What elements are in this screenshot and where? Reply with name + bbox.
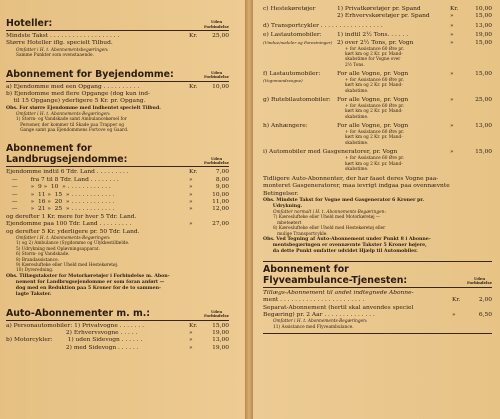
note-line: 11) Assistance med Flyveambulance. (273, 324, 354, 330)
note-heading: Omfatter normalt i H. t. Abonnements-Begæringen: (273, 209, 386, 215)
price-row: a) Personautomobiler: 1) Privatvogne . . . . . . . Kr. 15,00 (6, 322, 229, 329)
assistance-note: skabstime. (345, 166, 369, 172)
price-row: 2) Erhvervsvogne . . . . . » 19,00 (6, 329, 229, 336)
assistance-note: skabstime. (345, 140, 369, 146)
section-auto (6, 308, 229, 353)
section-title: Abonnement for (263, 263, 349, 275)
section-hoteller (6, 18, 229, 59)
obs-note: nement for Landbrugsejendomme er som foran anført — (6, 279, 165, 285)
note-line: mbeteøtert (273, 220, 302, 226)
assistance-note: kørt km og 2 Kr. pr. Mand- (345, 52, 403, 58)
section-title-line2: Flyveambulance-Tjenesten: (263, 274, 408, 286)
vehicle-row: f) Lastautomobiler: For alle Vogne, pr. Vogn » 15,00 (263, 70, 492, 77)
price-row: og derefter 1 Kr. mere for hver 5 Tdr. Land. (6, 213, 137, 220)
vehicle-row: c) Hestekøretøjer 1) Privatkøretøjer pr. Spand Kr. 10,00 (263, 6, 492, 12)
assistance-note: kørt km og 2 Kr. pr. Mand- (345, 135, 403, 141)
note-line: 7) Kæreslufteke eller Uheld med Motorkøretøj — (273, 215, 381, 221)
assistance-note: kørt km og 2 Kr. pr. Mand- (345, 161, 403, 167)
assistance-note: skabstime. (345, 114, 369, 120)
section-flyveambulance (263, 261, 492, 334)
assistance-note: kørt km og 2 Kr. pr. Mand- (345, 83, 403, 89)
price-row: b) Motorcykler: 1) uden Sidevogn . . . . . . » 13,00 (6, 337, 229, 344)
vehicle-sublabel: (Vognmandsvogne) (263, 78, 303, 84)
paragraph-line: Tidligere Auto-Abonnenter, der har faaet deres Vogne paa- (263, 175, 439, 182)
note-line: 1) og 2) Ambulance (Sygdomme og Ulykkestilfælde. (16, 241, 130, 247)
obs-note: lagte Takster. (6, 291, 52, 297)
uden-forbindelse-label: Uden Forbindelse (204, 19, 229, 29)
divider (6, 320, 229, 321)
obs-note: Obs. Tillægstakster for Motorkøretøjer i Forbindelse m. Abon- (6, 273, 170, 279)
divider (6, 30, 229, 31)
note-heading: Omfatter i H. t. Abonnementsbegæringen: (16, 47, 109, 53)
section-title: Abonnement for (6, 143, 92, 155)
price-row: a) Ejendomme med een Opgang . . . . . . . . . . Kr. 10,00 (6, 83, 229, 90)
section-byejendomme (6, 69, 229, 134)
price-row: — » 9 » 10 » . . . . . . . . . . . . » 9,00 (6, 184, 229, 191)
section-title: Hoteller: (6, 18, 53, 29)
uden-forbindelse-label: Uden Forbindelse (204, 69, 229, 80)
note-line: Samme Punkter som ovenstaaende. (16, 53, 94, 59)
price-row: Ejendomme indtil 6 Tdr. Land . . . . . . . . . Kr. 7,00 (6, 169, 229, 176)
divider (263, 287, 492, 288)
assistance-note: skabstime. (345, 88, 369, 94)
note-line: 8) Brandassistance. (16, 257, 59, 263)
note-line: 5) Udrykning med Opløvningsapparat. (16, 246, 100, 252)
left-page (0, 0, 245, 419)
vehicle-row: i) Automobiler med Gasgeneratorer, pr. Vogn » 15,00 (263, 148, 492, 155)
note-line: 10) Dyreredning. (16, 268, 54, 274)
price-row: Tillægs-Abonnement til andet indtegnede Abonne- (263, 289, 414, 296)
obs-note: Obs. Ved Tegning af Auto-Abonnement under Punkt 8 i Abonne- (263, 236, 431, 242)
right-page (253, 0, 500, 419)
price-row: — » 16 » 20 » . . . . . . . . . . . . » 11,00 (6, 199, 229, 205)
obs-note: Udrykning. (263, 204, 303, 210)
uden-forbindelse-label: Uden Forbindelse (467, 275, 492, 286)
assistance-note: + for Assistance 60 Øre pr. (345, 130, 405, 136)
assistance-note: kørt km og 2 Kr. pr. Mand- (345, 109, 403, 115)
price-row: — fra 7 til 8 Tdr. Land . . . . . . . . » 8,00 (6, 176, 229, 183)
obs-note: mentsbegæringen er ovennævnte Takster 5 Kroner højere, (263, 242, 427, 248)
section-title: Auto-Abonnementer m. m.: (6, 307, 151, 319)
price-row: 2) med Sidevogn . . . . . . » 19,00 (6, 344, 229, 351)
vehicle-row: d) Transportcykler . . . . . . . . . . . . . . . . . » 13,00 (263, 22, 492, 29)
vehicle-row: h) Anhængere: For alle Vogne, pr. Vogn » 13,00 (263, 122, 492, 129)
uden-forbindelse-label: Uden Forbindelse (204, 308, 229, 319)
vehicle-row: e) Lastautomobiler: 1) indtil 2½ Tons. . . . . . » 19,00 (263, 32, 492, 39)
price-row: Separat-Abonnement (hertil skal anvendes speciel (263, 304, 414, 311)
divider (6, 166, 229, 167)
section-title: Abonnement for Byejendomme: (6, 68, 174, 80)
assistance-note: + for Assistance 60 Øre pr. (345, 47, 405, 53)
uden-forbindelse-label: Uden Forbindelse (204, 155, 229, 165)
divider (6, 81, 229, 82)
note-line: 8) Kæreslufteke eller Uheld med Hestekøretøj eller (273, 226, 386, 232)
section-landbrug (6, 143, 229, 297)
paragraph-line: Betingelser. (263, 190, 299, 197)
assistance-note: + for Assistance 60 Øre pr. (345, 104, 405, 110)
price-row: Mindste Takst . . . . . . . . . . . . . . . . . . . Kr. 25,00 (6, 33, 229, 39)
vehicle-row: g) Rutebilautomobiler: For alle Vogne, pr. Vogn » 25,00 (263, 96, 492, 103)
section-title-line2: Landbrugsejendomme: (6, 154, 128, 166)
assistance-note: 2½ Tons. (345, 62, 365, 68)
note-line: Personer, der kommer til Skade paa Trapper og (16, 122, 124, 128)
obs-note: Obs. Mindste Takst for Vogne med Gasgenerator 6 Kroner pr. (263, 198, 425, 204)
price-row: Større Hoteller iflg. specielt Tilbud. (6, 40, 113, 47)
obs-note: da dette Punkt omfatter udvidet Hjælp til Automobiler. (263, 248, 418, 254)
note-line: 1) Storm- og Vandskade samt Ambulancekørsel for (16, 117, 127, 123)
paragraph-line: monteret Gasgeneratorer, maa ievrigt indgaa paa ovennævnte (263, 183, 450, 190)
price-row: Ejendomme paa 100 Tdr. Land . . . . . . . . . » 27,00 (6, 221, 229, 228)
assistance-note: skabstime for Vogne over (345, 57, 401, 63)
note-heading: Omfatter i H. t. Abonnements-Begæringen: (16, 111, 111, 117)
note-line: Gange samt paa Ejendommens Fortove og Gaard. (16, 127, 129, 133)
note-heading: Omfatter i H. t. Abonnements-Begæringen: (273, 319, 368, 325)
note-line: 9) Kæreslufteke eller Uheld med Hestekøretøj. (16, 263, 119, 269)
assistance-note: + for Assistance 60 Øre pr. (345, 156, 405, 162)
price-row: ment . . . . . . . . . . . . . . . . . . . . . . . Kr. 2,00 (263, 297, 492, 304)
book-fold (245, 0, 253, 419)
vehicle-row: (Vindue/nedeler og Forestninger) 2) over 2½ Tons, pr. Vogn » 15,00 (263, 39, 492, 46)
price-row: Begæring) pr. 2 Aar . . . . . . . . . . . . . . » 6,50 (263, 311, 492, 318)
obs-note: Obs. For større Ejendomme med Indhentet specielt Tilbud. (6, 105, 161, 111)
note-line: 6) Storm- og Vandskade. (16, 252, 70, 258)
vehicle-row: 2) Erhvervskøretøjer pr. Spand » 15,00 (337, 13, 492, 20)
assistance-note: + for Assistance 60 Øre pr. (345, 78, 405, 84)
price-row: — » 11 » 15 » . . . . . . . . . . . . » 10,00 (6, 191, 229, 198)
price-row: b) Ejendomme med flere Opgange (dog kun ind- (6, 91, 151, 98)
obs-note: dog med en Reduktion paa 5 Kroner for de to sammen- (6, 285, 161, 291)
note-heading: Omfatter i H. t. Abonnements-Begæringen: (16, 236, 111, 242)
price-row: til 15 Opgange) yderligere 5 Kr. pr. Opgang. (6, 98, 146, 105)
price-row: — » 21 » 25 » . . . . . . . . . . . . » 12,00 (6, 206, 229, 213)
price-row: og derefter 5 Kr. yderligere pr. 50 Tdr. Land. (6, 228, 140, 235)
note-line: mulige Transportcykle. (273, 231, 328, 237)
